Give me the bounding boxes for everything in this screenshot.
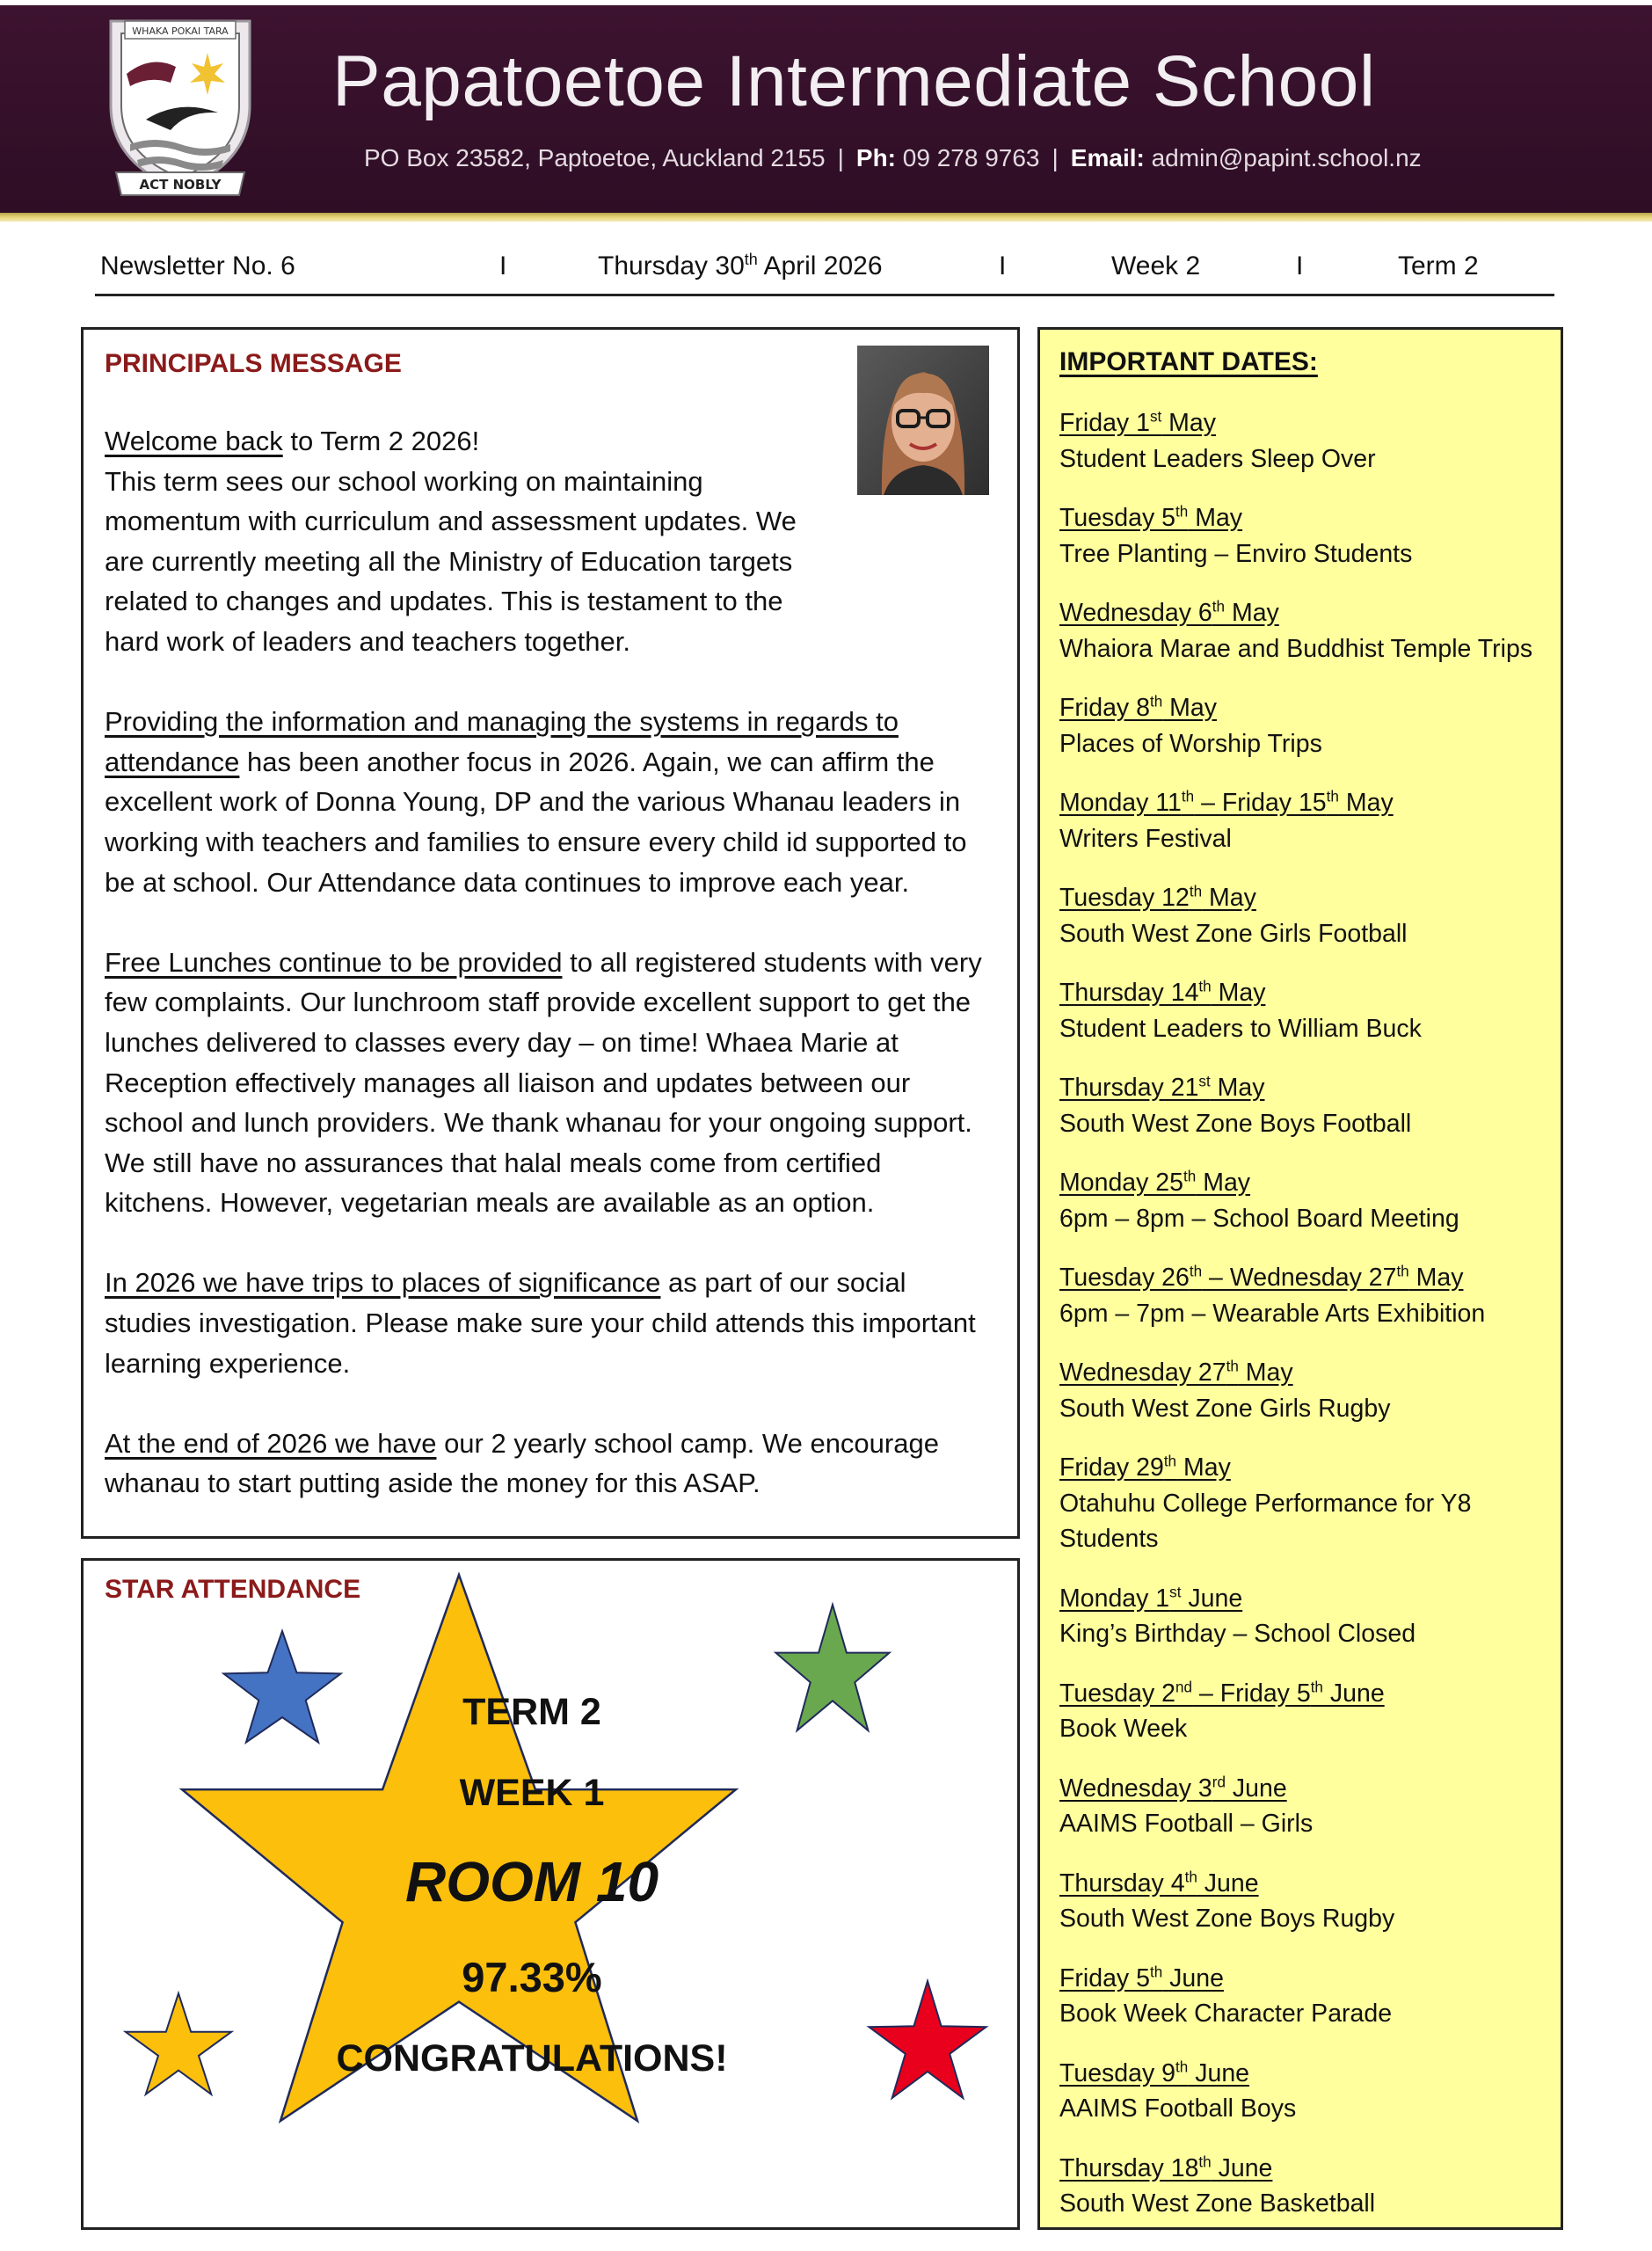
address: PO Box 23582, Paptoetoe, Auckland 2155: [364, 144, 826, 171]
event-date: Wednesday 6th May: [1059, 598, 1279, 627]
event-description: Student Leaders to William Buck: [1059, 1014, 1422, 1043]
important-dates-box: [1037, 327, 1563, 2230]
paragraph-attendance: Providing the information and managing the systems in regards to attendance has been another focus in 2026. Again, we can affirm the excellent work of Donna Young, DP and the various Whanau leaders in working with teachers and families to ensure every child id supported to be at school. Our Attendance data continues to improve each year.: [105, 706, 967, 898]
event-description: South West Zone Girls Rugby: [1059, 1394, 1391, 1423]
event-description: Whaiora Marae and Buddhist Temple Trips: [1059, 634, 1533, 663]
event-description: Places of Worship Trips: [1059, 729, 1322, 758]
header-banner: [0, 5, 1652, 213]
date-item: [1059, 2056, 1552, 2127]
event-description: Student Leaders Sleep Over: [1059, 444, 1376, 473]
event-date: Tuesday 2nd – Friday 5th June: [1059, 1679, 1385, 1708]
date-item: [1059, 1450, 1552, 1557]
date-item: [1059, 1070, 1552, 1141]
event-date: Wednesday 27th May: [1059, 1358, 1293, 1387]
attendance-congrats: CONGRATULATIONS!: [336, 2037, 728, 2080]
event-description: Tree Planting – Enviro Students: [1059, 539, 1413, 568]
gold-star-icon: [126, 1993, 231, 2094]
date-item: [1059, 500, 1552, 572]
event-date: Thursday 18th June: [1059, 2153, 1273, 2182]
week-number: Week 2: [1111, 251, 1201, 280]
date-item: [1059, 1961, 1552, 2032]
principal-heading: PRINCIPALS MESSAGE: [105, 349, 402, 378]
red-star-icon: [869, 1981, 986, 2098]
date-item: [1059, 880, 1552, 951]
event-description: South West Zone Basketball: [1059, 2189, 1376, 2218]
event-description: Otahuhu College Performance for Y8 Students: [1059, 1489, 1472, 1553]
event-description: South West Zone Girls Football: [1059, 919, 1408, 948]
paragraph-camp: At the end of 2026 we have our 2 yearly school camp. We encourage whanau to start putting aside the money for this ASAP.: [105, 1427, 939, 1499]
date-item: [1059, 690, 1552, 761]
attendance-percent: 97.33%: [462, 1954, 602, 2000]
email-label: Email:: [1070, 144, 1145, 171]
crest-motto-bottom: ACT NOBLY: [139, 177, 222, 193]
date-item: [1059, 405, 1552, 477]
event-date: Tuesday 5th May: [1059, 503, 1243, 532]
date-item: [1059, 1260, 1552, 1331]
attendance-week: WEEK 1: [459, 1772, 605, 1814]
event-date: Thursday 21st May: [1059, 1073, 1265, 1102]
dates-heading: IMPORTANT DATES:: [1059, 347, 1318, 376]
date-item: [1059, 595, 1552, 667]
event-description: Book Week: [1059, 1715, 1188, 1743]
crest-motto-top: WHAKA POKAI TARA: [132, 25, 229, 37]
star-attendance-box: [81, 1558, 1020, 2230]
separator: I: [999, 251, 1007, 280]
newsletter-number: Newsletter No. 6: [100, 251, 295, 280]
date-item: [1059, 2151, 1552, 2222]
event-date: Monday 11th – Friday 15th May: [1059, 788, 1394, 817]
event-date: Tuesday 26th – Wednesday 27th May: [1059, 1263, 1464, 1292]
school-name: Papatoetoe Intermediate School: [332, 41, 1376, 121]
date-item: [1059, 1866, 1552, 1937]
event-description: South West Zone Boys Football: [1059, 1109, 1412, 1138]
event-description: King’s Birthday – School Closed: [1059, 1620, 1416, 1648]
principal-message-text: [105, 421, 993, 1544]
event-date: Friday 8th May: [1059, 693, 1217, 722]
gold-divider: [0, 213, 1652, 222]
paragraph-welcome: Welcome back to Term 2 2026! This term sees our school working on maintaining momentum with curriculum and assessment updates. We are currently meeting all the Ministry of Education targets related to changes and updates. This is testament to the hard work of leaders and teachers together.: [105, 426, 797, 657]
event-description: Writers Festival: [1059, 824, 1232, 853]
phone-label: Ph:: [855, 144, 897, 171]
paragraph-trips: In 2026 we have trips to places of significance as part of our social studies investigation. Please make sure your child attends this important learning experience.: [105, 1267, 976, 1379]
school-crest-icon: [98, 14, 262, 202]
separator: I: [1296, 251, 1304, 280]
separator: I: [499, 251, 507, 280]
event-date: Friday 1st May: [1059, 408, 1217, 437]
date-item: [1059, 975, 1552, 1046]
event-description: AAIMS Football Boys: [1059, 2094, 1297, 2123]
event-date: Thursday 14th May: [1059, 978, 1266, 1007]
event-date: Monday 1st June: [1059, 1584, 1243, 1613]
date-item: [1059, 1676, 1552, 1747]
event-description: Book Week Character Parade: [1059, 2000, 1393, 2028]
attendance-room: ROOM 10: [404, 1850, 659, 1913]
separator: |: [837, 144, 844, 171]
newsletter-info-bar: [95, 248, 1554, 296]
email-address[interactable]: admin@papint.school.nz: [1151, 144, 1422, 171]
term-number: Term 2: [1398, 251, 1479, 280]
date-item: [1059, 1165, 1552, 1236]
event-date: Monday 25th May: [1059, 1168, 1251, 1197]
event-description: 6pm – 7pm – Wearable Arts Exhibition: [1059, 1299, 1486, 1328]
event-date: Tuesday 12th May: [1059, 883, 1256, 912]
event-date: Wednesday 3rd June: [1059, 1774, 1287, 1803]
date-item: [1059, 785, 1552, 856]
event-date: Friday 5th June: [1059, 1963, 1224, 1992]
event-date: Tuesday 9th June: [1059, 2058, 1250, 2087]
separator: |: [1052, 144, 1059, 171]
event-date: Thursday 4th June: [1059, 1869, 1259, 1898]
date-item: [1059, 1355, 1552, 1426]
event-description: 6pm – 8pm – School Board Meeting: [1059, 1204, 1459, 1233]
paragraph-lunches: Free Lunches continue to be provided to all registered students with very few complaints. Our lunchroom staff provide excellent support to get the lunches delivered to classes every day – on time! Whaea Marie at Reception effectively manages all liaison and updates between our school and lunch providers. We thank whanau for your ongoing support. We still have no assurances that halal meals come from certified kitchens. However, vegetarian meals are available as an option.: [105, 946, 982, 1219]
newsletter-date: Thursday 30th April 2026: [598, 251, 883, 280]
contact-line: [364, 144, 1422, 172]
event-date: Friday 29th May: [1059, 1453, 1231, 1482]
phone-number: 09 278 9763: [902, 144, 1040, 171]
dates-list: [1059, 405, 1552, 2246]
date-item: [1059, 1771, 1552, 1842]
event-description: South West Zone Boys Rugby: [1059, 1905, 1395, 1933]
event-description: AAIMS Football – Girls: [1059, 1810, 1314, 1838]
principal-message-box: [81, 327, 1020, 1539]
date-item: [1059, 1581, 1552, 1652]
attendance-heading: STAR ATTENDANCE: [105, 1575, 361, 1604]
attendance-term: TERM 2: [462, 1691, 601, 1733]
